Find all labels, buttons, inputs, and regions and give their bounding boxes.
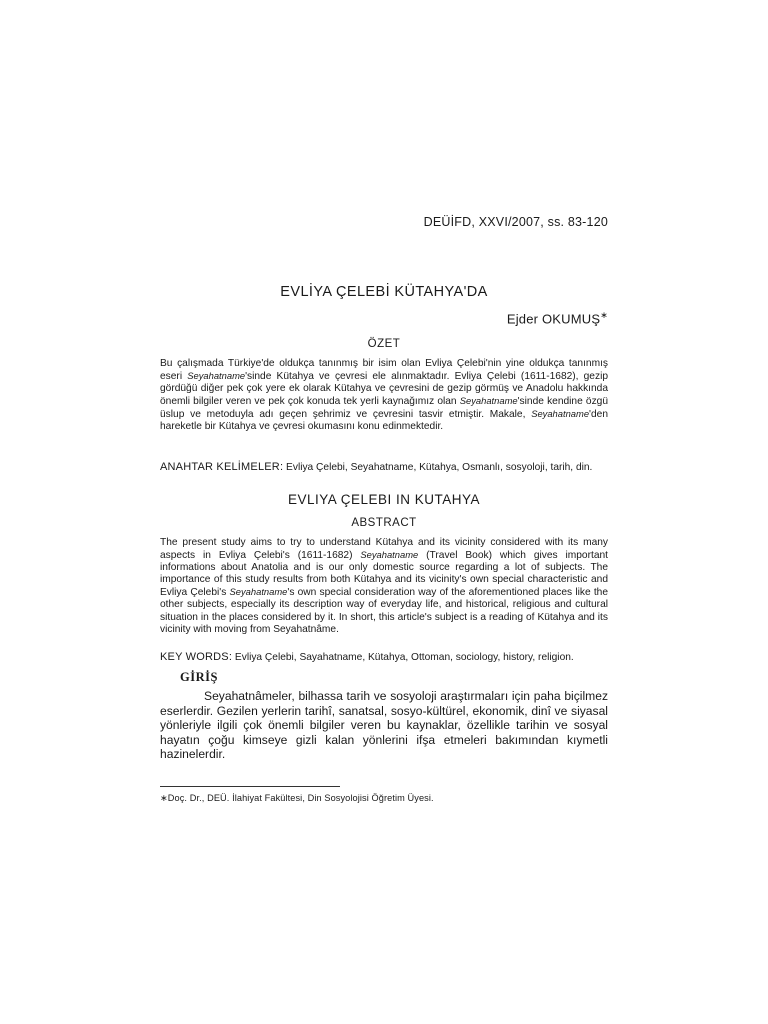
ozet-heading: ÖZET (367, 338, 401, 350)
abstract-text-1: The present study aims to try to understand Kütahya and its vicinity considered with its many aspects in Evliya Çelebi's (1611-1682) (160, 537, 608, 562)
keywords-turkish (160, 461, 608, 474)
article-title-english: EVLIYA ÇELEBI IN KUTAHYA (287, 492, 481, 507)
ozet-text-3: 'sinde kendine özgü üslup ve metoduyla adı geçen şehrimiz ve çevresini tasvir etmiştir. Makale, (160, 396, 608, 421)
article-title: EVLİYA ÇELEBİ KÜTAHYA'DA (280, 284, 488, 300)
keywords-english-label: KEY WORDS: (160, 651, 233, 663)
keywords-turkish-text: Evliya Çelebi, Seyahatname, Kütahya, Osmanlı, sosyoloji, tarih, din. (283, 462, 593, 473)
abstract-heading: ABSTRACT (351, 517, 417, 529)
footnote-divider (160, 786, 340, 787)
author-footnote-mark: ∗ (600, 310, 608, 320)
keywords-turkish-label: ANAHTAR KELİMELER: (160, 461, 284, 473)
ozet-italic-1: Seyahatname (187, 370, 246, 382)
author (507, 310, 608, 326)
ozet-italic-2: Seyahatname (459, 395, 518, 407)
ozet-text-4: 'den hareketle bir Kütahya ve çevresi okumasını konu edinmektedir. (160, 409, 608, 433)
paper-page (160, 0, 608, 1024)
ozet-paragraph (160, 358, 608, 434)
footnote: ∗Doç. Dr., DEÜ. İlahiyat Fakültesi, Din Sosyolojisi Öğretim Üyesi. (160, 793, 434, 803)
giris-heading: GİRİŞ (180, 670, 218, 684)
abstract-italic-2: Seyahatname (229, 586, 288, 598)
ozet-text-2: 'sinde Kütahya ve çevresi ele alınmaktadır. Evliya Çelebi (1611-1682), gezip gördüğü diğer pek çok yere ek olarak Kütahya ve çevresini de gezip görmüş ve Anadolu hakkında önemli bilgiler veren ve pek çok konuda tek yerli kaynağımız olan (160, 371, 608, 408)
journal-citation: DEÜİFD, XXVI/2007, ss. 83-120 (423, 215, 608, 229)
author-name: Ejder OKUMUŞ (506, 311, 601, 327)
giris-paragraph: Seyahatnâmeler, bilhassa tarih ve sosyoloji araştırmaları için paha biçilmez eserlerdir. Gezilen yerlerin tarihî, sanatsal, sosyo-kültürel, ekonomik, dinî ve siyasal yönleriyle ilgili çok önemli bilgiler veren bu kaynaklar, özellikle tarihin ve sosyal hayatın çoğu kimseye gizli kalan yönlerini ifşa etmeleri bakımından kıymetli hazinelerdir. (160, 689, 608, 762)
abstract-italic-1: Seyahatname (360, 549, 419, 561)
keywords-english-text: Evliya Çelebi, Sayahatname, Kütahya, Ottoman, sociology, history, religion. (232, 652, 574, 663)
abstract-text-3: 's own special consideration way of the aforementioned places like the other subjects, especially its description way of everyday life, and historical, religious and cultural situation in the places considered by it. In short, this article's subject is a reading of Kütahya and its vicinity with moving from Seyahatnâme. (160, 587, 609, 635)
abstract-text-2: (Travel Book) which gives important informations about Anatolia and is our only domestic source regarding a lot of subjects. The importance of this study results from both Kütahya and its vicinity's own special characteristic and Evliya Çelebi's (160, 550, 608, 599)
ozet-italic-3: Seyahatname (531, 408, 590, 420)
ozet-text-1: Bu çalışmada Türkiye'de oldukça tanınmış bir isim olan Evliya Çelebi'nin yine oldukça tanınmış eseri (160, 358, 608, 383)
keywords-english (160, 651, 608, 664)
abstract-paragraph (160, 537, 608, 636)
